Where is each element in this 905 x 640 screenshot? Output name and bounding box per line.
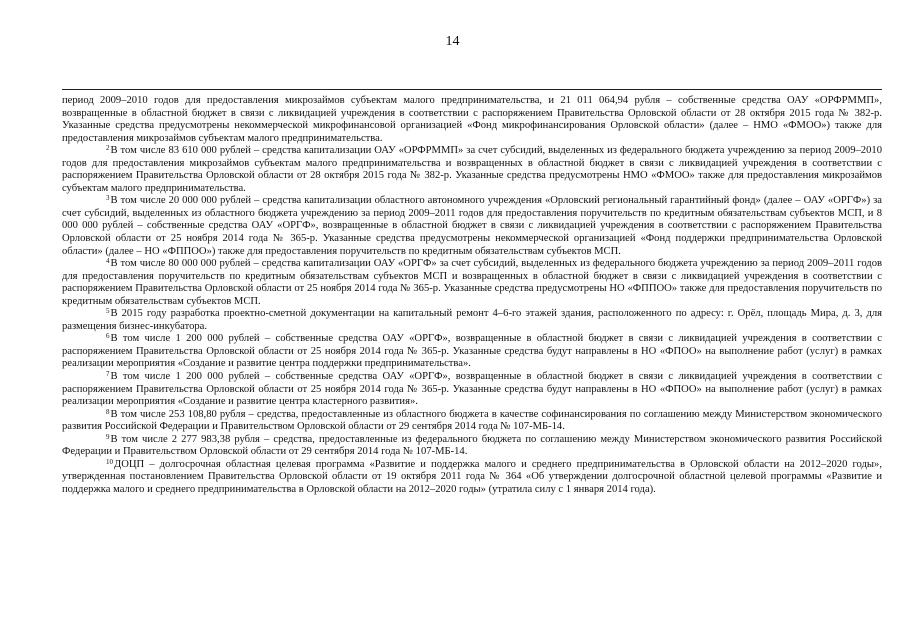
footnote-9 xyxy=(62,434,882,459)
footnote-marker: 8 xyxy=(106,407,110,416)
footnote-marker: 4 xyxy=(106,257,110,266)
footnote-8 xyxy=(62,409,882,434)
footnote-text: В том числе 80 000 000 рублей – средства капитализации ОАУ «ОРГФ» за счет субсидий, выделенных из федерального бюджета учреждению за период 2009–2011 годов для предоставления поручительств по кредитным обязательствам субъектов МСП и возвращенных в областной бюджет в связи с ликвидацией учреждения в соответствии с распоряжением Правительства Орловской области от 25 ноября 2014 года № 365-р. Указанные средства предусмотрены НО «ФППОО» также для предоставления поручительств по кредитным обязательствам субъектов МСП. xyxy=(62,258,882,307)
footnote-marker: 6 xyxy=(106,332,110,341)
footnote-10 xyxy=(62,459,882,497)
footnote-text: ДОЦП – долгосрочная областная целевая программа «Развитие и поддержка малого и среднего предпринимательства в Орловской области на 2012–2020 годы», утвержденная постановлением Правительства Орловской области от 19 октября 2011 года № 364 «Об утверждении долгосрочной областной целевой программы «Развитие и поддержка малого и среднего предпринимательства в Орловской области на 2012–2020 годы» (утратила силу с 1 января 2014 года). xyxy=(62,458,882,495)
footnote-text: В том числе 20 000 000 рублей – средства капитализации областного автономного учреждения «Орловский региональный гарантийный фонд» (далее – ОАУ «ОРГФ») за счет субсидий, выделенных из областного бюджета учреждению за период 2009–2011 годов для предоставления поручительств по кредитным обязательствам субъектов МСП, и 8 000 000 рублей – собственные средства ОАУ «ОРГФ», возвращенные в областной бюджет в связи с ликвидацией учреждения в соответствии с распоряжением Правительства Орловской области от 25 ноября 2014 года № 365-р. Указанные средства предусмотрены некоммерческой организацией «Фонд поддержки предпринимательства Орловской области» (далее – НО «ФППОО») также для предоставления поручительств по кредитным обязательствам субъектов МСП. xyxy=(62,195,882,257)
footnote-text: В том числе 2 277 983,38 рубля – средства, предоставленные из федерального бюджета по соглашению между Министерством экономического развития Российской Федерации и Правительством Орловской области от 29 сентября 2014 года № 107-МБ-14. xyxy=(62,433,882,458)
footnote-7 xyxy=(62,371,882,409)
footnote-text: период 2009–2010 годов для предоставления микрозаймов субъектам малого предпринимательства, и 21 011 064,94 рубля – собственные средства ОАУ «ОРФРММП», возвращенные в областной бюджет в связи с ликвидацией учреждения в соответствии с распоряжением Правительства Орловской области от 28 октября 2015 года № 382-р. Указанные средства предусмотрены некоммерческой микрофинансовой организацией «Фонд микрофинансирования Орловской области» (далее – НМО «ФМОО») также для предоставления микрозаймов субъектам малого предпринимательства. xyxy=(62,95,882,144)
footnote-text: В том числе 1 200 000 рублей – собственные средства ОАУ «ОРГФ», возвращенные в областной бюджет в связи с ликвидацией учреждения в соответствии с распоряжением Правительства Орловской области от 25 ноября 2014 года № 365-р. Указанные средства будут направлены в НО «ФПОО» на выполнение работ (услуг) в рамках реализации мероприятия «Создание и развитие центра поддержки предпринимательства». xyxy=(62,333,882,370)
page-number: 14 xyxy=(445,34,460,49)
footnote-3 xyxy=(62,195,882,258)
footnote-marker: 5 xyxy=(106,307,110,316)
footnote-marker: 2 xyxy=(106,144,110,153)
footnote-6 xyxy=(62,333,882,371)
footnote-marker: 9 xyxy=(106,432,110,441)
footnotes xyxy=(62,95,882,497)
footnote-2 xyxy=(62,145,882,195)
footnote-separator xyxy=(62,89,882,90)
footnote-4 xyxy=(62,258,882,308)
footnote-text: В том числе 83 610 000 рублей – средства капитализации ОАУ «ОРФРММП» за счет субсидий, выделенных из федерального бюджета учреждению за период 2009–2010 годов для предоставления микрозаймов субъектам малого предпринимательства и возвращенных в областной бюджет в связи с ликвидацией учреждения в соответствии с распоряжением Правительства Орловской области от 28 октября 2015 года № 382-р. Указанные средства предусмотрены НМО «ФМОО» также для предоставления микрозаймов субъектам малого предпринимательства. xyxy=(62,145,882,194)
footnote-text: В 2015 году разработка проектно-сметной документации на капитальный ремонт 4–6-го этажей здания, расположенного по адресу: г. Орёл, площадь Мира, д. 3, для размещения бизнес-инкубатора. xyxy=(62,308,882,332)
footnote-5 xyxy=(62,308,882,333)
footnote-marker: 10 xyxy=(106,457,113,466)
footnote-continuation xyxy=(62,95,882,145)
footnote-text: В том числе 1 200 000 рублей – собственные средства ОАУ «ОРГФ», возвращенные в областной бюджет в связи с ликвидацией учреждения в соответствии с распоряжением Правительства Орловской области от 25 ноября 2014 года № 365-р. Указанные средства будут направлены в НО «ФПОО» на выполнение работ (услуг) в рамках реализации мероприятия «Создание и развитие центра кластерного развития». xyxy=(62,371,882,408)
footnote-text: В том числе 253 108,80 рубля – средства, предоставленные из областного бюджета в качестве софинансирования по соглашению между Министерством экономического развития Российской Федерации и Правительством Орловской области от 29 сентября 2014 года № 107-МБ-14. xyxy=(62,408,882,433)
footnote-marker: 7 xyxy=(106,370,110,379)
footnote-marker: 3 xyxy=(106,194,110,203)
